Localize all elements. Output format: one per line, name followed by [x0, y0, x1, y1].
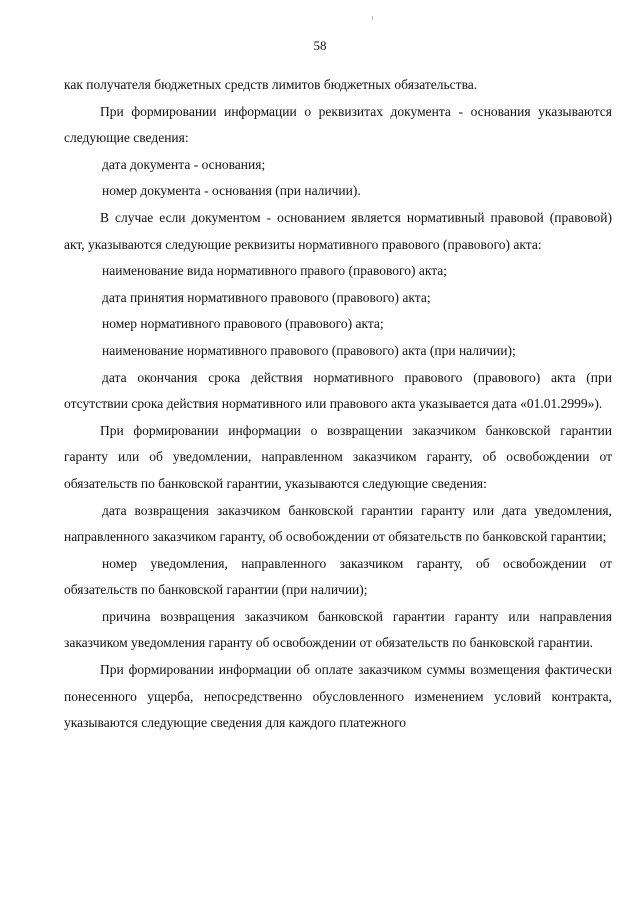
scan-artifact [372, 16, 373, 20]
paragraph-damage-compensation-intro: При формировании информации об оплате заказчиком суммы возмещения фактически понесенного ущерба, непосредственно обусловленного изменением условий контракта, указываются следующие сведения для каждого платежного [64, 662, 612, 731]
list-item: дата документа - основания; [102, 156, 266, 172]
list-item: номер уведомления, направленного заказчиком гаранту, об освобождении от обязательств по банковской гарантии (при наличии); [64, 555, 612, 598]
paragraph-basis-document-intro: При формировании информации о реквизитах документа - основания указываются следующие сведения: [64, 103, 612, 146]
list-item: наименование нормативного правового (правового) акта (при наличии); [102, 342, 516, 358]
paragraph-bank-guarantee-intro: При формировании информации о возвращении заказчиком банковской гарантии гаранту или об уведомлении, направленном заказчиком гаранту, об освобождении от обязательств по банковской гарантии, указываются следующие сведения: [64, 422, 612, 491]
paragraph-normative-act-intro: В случае если документом - основанием является нормативный правовой (правовой) акт, указываются следующие реквизиты нормативного правового (правового) акта: [64, 209, 612, 252]
list-item: номер нормативного правового (правового) акта; [102, 316, 384, 332]
paragraph-continuation: как получателя бюджетных средств лимитов бюджетных обязательства. [64, 77, 478, 92]
list-item: дата окончания срока действия нормативного правового (правового) акта (при отсутствии срока действия нормативного или правового акта указывается дата «01.01.2999»). [64, 369, 612, 412]
page-number: 58 [313, 38, 327, 53]
list-item: дата принятия нормативного правового (правового) акта; [102, 289, 431, 305]
list-item: наименование вида нормативного правого (правового) акта; [102, 263, 448, 279]
document-body [64, 72, 612, 737]
list-item: номер документа - основания (при наличии). [102, 183, 361, 199]
list-item: причина возвращения заказчиком банковской гарантии гаранту или направления заказчиком уведомления гаранту об освобождении от обязательств по банковской гарантии. [64, 608, 612, 651]
list-item: дата возвращения заказчиком банковской гарантии гаранту или дата уведомления, направленного заказчиком гаранту, об освобождении от обязательств по банковской гарантии; [64, 502, 612, 545]
